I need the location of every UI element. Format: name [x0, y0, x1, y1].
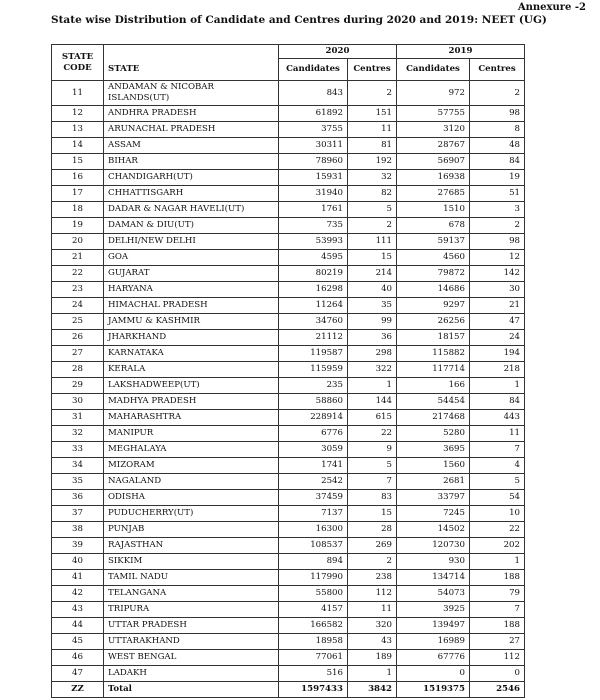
state-code-cell: 11 [52, 81, 104, 106]
candidates-2019-cell: 56907 [397, 154, 470, 170]
state-name-cell: KERALA [104, 362, 279, 378]
candidates-2019-cell: 3695 [397, 442, 470, 458]
state-code-cell: 16 [52, 170, 104, 186]
state-code-cell: 30 [52, 394, 104, 410]
state-name-cell: RAJASTHAN [104, 538, 279, 554]
centres-2020-cell: 5 [348, 458, 397, 474]
centres-2020-cell: 35 [348, 298, 397, 314]
candidates-2019-cell: 217468 [397, 410, 470, 426]
centres-2019-cell: 51 [470, 186, 525, 202]
candidates-2020-cell: 235 [279, 378, 348, 394]
centres-2019-cell: 5 [470, 474, 525, 490]
state-code-cell: 39 [52, 538, 104, 554]
centres-2020-cell: 214 [348, 266, 397, 282]
table-row [52, 650, 525, 666]
candidates-2019-cell: 1510 [397, 202, 470, 218]
centres-2019-cell: 12 [470, 250, 525, 266]
centres-2020-cell: 2 [348, 218, 397, 234]
state-code-cell: 15 [52, 154, 104, 170]
state-name-cell: NAGALAND [104, 474, 279, 490]
centres-2020-cell: 1 [348, 666, 397, 682]
centres-2020-cell: 22 [348, 426, 397, 442]
centres-2019-cell: 7 [470, 602, 525, 618]
centres-2019-cell: 30 [470, 282, 525, 298]
header-blank [104, 45, 279, 59]
centres-2020-cell: 112 [348, 586, 397, 602]
state-name-cell: JAMMU & KASHMIR [104, 314, 279, 330]
candidates-2019-cell: 54073 [397, 586, 470, 602]
candidates-2019-cell: 57755 [397, 106, 470, 122]
table-row [52, 506, 525, 522]
table-row [52, 106, 525, 122]
candidates-2020-cell: 1761 [279, 202, 348, 218]
centres-2020-cell: 615 [348, 410, 397, 426]
centres-2019-cell: 2 [470, 81, 525, 106]
candidates-2019-cell: 54454 [397, 394, 470, 410]
state-code-cell: 44 [52, 618, 104, 634]
table-row [52, 554, 525, 570]
state-code-cell: ZZ [52, 682, 104, 698]
state-code-cell: 14 [52, 138, 104, 154]
candidates-2019-cell: 16938 [397, 170, 470, 186]
state-code-cell: 26 [52, 330, 104, 346]
state-name-cell: UTTAR PRADESH [104, 618, 279, 634]
candidates-2020-cell: 58860 [279, 394, 348, 410]
candidates-2020-cell: 3755 [279, 122, 348, 138]
candidates-2019-cell: 79872 [397, 266, 470, 282]
table-row [52, 170, 525, 186]
header-centres-2019: Centres [470, 59, 525, 81]
candidates-2020-cell: 21112 [279, 330, 348, 346]
table-row [52, 458, 525, 474]
centres-2019-cell: 443 [470, 410, 525, 426]
centres-2020-cell: 83 [348, 490, 397, 506]
centres-2019-cell: 4 [470, 458, 525, 474]
centres-2020-cell: 15 [348, 250, 397, 266]
state-name-cell: DADAR & NAGAR HAVELI(UT) [104, 202, 279, 218]
candidates-2020-cell: 119587 [279, 346, 348, 362]
candidates-2019-cell: 18157 [397, 330, 470, 346]
state-code-cell: 46 [52, 650, 104, 666]
header-candidates-2020: Candidates [279, 59, 348, 81]
centres-2019-cell: 54 [470, 490, 525, 506]
centres-2020-cell: 5 [348, 202, 397, 218]
centres-2020-cell: 238 [348, 570, 397, 586]
centres-2020-cell: 111 [348, 234, 397, 250]
candidates-2020-cell: 108537 [279, 538, 348, 554]
centres-2020-cell: 82 [348, 186, 397, 202]
centres-2019-cell: 188 [470, 570, 525, 586]
table-row [52, 522, 525, 538]
centres-2019-cell: 47 [470, 314, 525, 330]
centres-2019-cell: 218 [470, 362, 525, 378]
candidates-2020-cell: 61892 [279, 106, 348, 122]
state-name-cell: Total [104, 682, 279, 698]
candidates-2020-cell: 34760 [279, 314, 348, 330]
candidates-2019-cell: 166 [397, 378, 470, 394]
state-code-cell: 13 [52, 122, 104, 138]
table-row [52, 234, 525, 250]
state-name-cell: SIKKIM [104, 554, 279, 570]
state-name-cell: ANDAMAN & NICOBAR ISLANDS(UT) [104, 81, 279, 106]
candidates-2019-cell: 678 [397, 218, 470, 234]
candidates-2020-cell: 4595 [279, 250, 348, 266]
distribution-table [51, 44, 525, 698]
candidates-2020-cell: 18958 [279, 634, 348, 650]
state-name-cell: MIZORAM [104, 458, 279, 474]
table-row [52, 410, 525, 426]
state-code-cell: 33 [52, 442, 104, 458]
centres-2020-cell: 320 [348, 618, 397, 634]
state-name-cell: GUJARAT [104, 266, 279, 282]
state-code-cell: 22 [52, 266, 104, 282]
candidates-2020-cell: 516 [279, 666, 348, 682]
centres-2020-cell: 28 [348, 522, 397, 538]
centres-2020-cell: 192 [348, 154, 397, 170]
state-name-cell: DELHI/NEW DELHI [104, 234, 279, 250]
state-code-cell: 21 [52, 250, 104, 266]
candidates-2019-cell: 3925 [397, 602, 470, 618]
state-name-cell: WEST BENGAL [104, 650, 279, 666]
state-name-cell: JHARKHAND [104, 330, 279, 346]
candidates-2020-cell: 166582 [279, 618, 348, 634]
candidates-2019-cell: 27685 [397, 186, 470, 202]
candidates-2019-cell: 7245 [397, 506, 470, 522]
centres-2020-cell: 269 [348, 538, 397, 554]
candidates-2020-cell: 31940 [279, 186, 348, 202]
centres-2019-cell: 21 [470, 298, 525, 314]
state-code-cell: 34 [52, 458, 104, 474]
candidates-2019-cell: 14686 [397, 282, 470, 298]
state-name-cell: UTTARAKHAND [104, 634, 279, 650]
candidates-2020-cell: 2542 [279, 474, 348, 490]
state-code-cell: 29 [52, 378, 104, 394]
candidates-2019-cell: 5280 [397, 426, 470, 442]
table-row [52, 634, 525, 650]
state-code-cell: 41 [52, 570, 104, 586]
candidates-2020-cell: 4157 [279, 602, 348, 618]
total-row [52, 682, 525, 698]
candidates-2019-cell: 1560 [397, 458, 470, 474]
candidates-2020-cell: 55800 [279, 586, 348, 602]
table-row [52, 474, 525, 490]
centres-2019-cell: 194 [470, 346, 525, 362]
table-row [52, 618, 525, 634]
centres-2020-cell: 189 [348, 650, 397, 666]
centres-2019-cell: 24 [470, 330, 525, 346]
state-code-cell: 25 [52, 314, 104, 330]
centres-2020-cell: 1 [348, 378, 397, 394]
centres-2019-cell: 202 [470, 538, 525, 554]
state-code-cell: 12 [52, 106, 104, 122]
state-name-cell: TELANGANA [104, 586, 279, 602]
state-code-cell: 17 [52, 186, 104, 202]
state-name-cell: MEGHALAYA [104, 442, 279, 458]
state-code-cell: 23 [52, 282, 104, 298]
candidates-2019-cell: 28767 [397, 138, 470, 154]
centres-2019-cell: 98 [470, 106, 525, 122]
candidates-2020-cell: 80219 [279, 266, 348, 282]
candidates-2020-cell: 3059 [279, 442, 348, 458]
centres-2019-cell: 1 [470, 378, 525, 394]
state-name-cell: DAMAN & DIU(UT) [104, 218, 279, 234]
state-code-cell: 24 [52, 298, 104, 314]
table-row [52, 202, 525, 218]
centres-2019-cell: 79 [470, 586, 525, 602]
table-row [52, 666, 525, 682]
candidates-2020-cell: 78960 [279, 154, 348, 170]
header-row-columns [52, 59, 525, 81]
candidates-2019-cell: 134714 [397, 570, 470, 586]
table-row [52, 602, 525, 618]
state-code-cell: 36 [52, 490, 104, 506]
state-name-cell: LAKSHADWEEP(UT) [104, 378, 279, 394]
candidates-2019-cell: 14502 [397, 522, 470, 538]
centres-2019-cell: 11 [470, 426, 525, 442]
centres-2020-cell: 15 [348, 506, 397, 522]
candidates-2020-cell: 894 [279, 554, 348, 570]
state-name-cell: HIMACHAL PRADESH [104, 298, 279, 314]
candidates-2020-cell: 77061 [279, 650, 348, 666]
candidates-2020-cell: 228914 [279, 410, 348, 426]
header-year-2019: 2019 [397, 45, 525, 59]
centres-2020-cell: 322 [348, 362, 397, 378]
centres-2020-cell: 32 [348, 170, 397, 186]
candidates-2020-cell: 11264 [279, 298, 348, 314]
state-name-cell: ODISHA [104, 490, 279, 506]
centres-2019-cell: 2 [470, 218, 525, 234]
centres-2019-cell: 84 [470, 394, 525, 410]
state-code-cell: 18 [52, 202, 104, 218]
centres-2019-cell: 142 [470, 266, 525, 282]
candidates-2019-cell: 120730 [397, 538, 470, 554]
centres-2020-cell: 36 [348, 330, 397, 346]
state-name-cell: TAMIL NADU [104, 570, 279, 586]
table-row [52, 426, 525, 442]
candidates-2019-cell: 115882 [397, 346, 470, 362]
state-name-cell: PUNJAB [104, 522, 279, 538]
centres-2019-cell: 8 [470, 122, 525, 138]
centres-2020-cell: 2 [348, 554, 397, 570]
centres-2019-cell: 3 [470, 202, 525, 218]
table-row [52, 218, 525, 234]
table-row [52, 538, 525, 554]
centres-2019-cell: 27 [470, 634, 525, 650]
table-row [52, 122, 525, 138]
candidates-2019-cell: 972 [397, 81, 470, 106]
candidates-2020-cell: 30311 [279, 138, 348, 154]
candidates-2019-cell: 9297 [397, 298, 470, 314]
candidates-2019-cell: 0 [397, 666, 470, 682]
table-row [52, 362, 525, 378]
candidates-2019-cell: 3120 [397, 122, 470, 138]
candidates-2020-cell: 37459 [279, 490, 348, 506]
state-name-cell: LADAKH [104, 666, 279, 682]
table-row [52, 250, 525, 266]
state-code-cell: 32 [52, 426, 104, 442]
centres-2019-cell: 48 [470, 138, 525, 154]
header-candidates-2019: Candidates [397, 59, 470, 81]
annexure-label: Annexure -2 [517, 2, 586, 13]
centres-2019-cell: 19 [470, 170, 525, 186]
candidates-2019-cell: 930 [397, 554, 470, 570]
table-row [52, 186, 525, 202]
header-state: STATE [104, 59, 279, 81]
state-code-cell: 38 [52, 522, 104, 538]
candidates-2020-cell: 7137 [279, 506, 348, 522]
centres-2020-cell: 11 [348, 602, 397, 618]
table-row [52, 570, 525, 586]
centres-2020-cell: 151 [348, 106, 397, 122]
candidates-2020-cell: 735 [279, 218, 348, 234]
centres-2019-cell: 2546 [470, 682, 525, 698]
centres-2020-cell: 9 [348, 442, 397, 458]
table-row [52, 266, 525, 282]
table-row [52, 442, 525, 458]
candidates-2019-cell: 139497 [397, 618, 470, 634]
table-row [52, 298, 525, 314]
state-code-cell: 35 [52, 474, 104, 490]
state-code-cell: 20 [52, 234, 104, 250]
table-row [52, 378, 525, 394]
candidates-2020-cell: 1741 [279, 458, 348, 474]
centres-2020-cell: 81 [348, 138, 397, 154]
candidates-2019-cell: 67776 [397, 650, 470, 666]
centres-2019-cell: 98 [470, 234, 525, 250]
candidates-2019-cell: 16989 [397, 634, 470, 650]
table-body [52, 81, 525, 698]
table-row [52, 282, 525, 298]
state-name-cell: PUDUCHERRY(UT) [104, 506, 279, 522]
centres-2020-cell: 144 [348, 394, 397, 410]
state-name-cell: BIHAR [104, 154, 279, 170]
candidates-2020-cell: 115959 [279, 362, 348, 378]
candidates-2020-cell: 16298 [279, 282, 348, 298]
page-title: State wise Distribution of Candidate and Centres during 2020 and 2019: NEET (UG) [51, 14, 547, 26]
centres-2019-cell: 1 [470, 554, 525, 570]
centres-2020-cell: 7 [348, 474, 397, 490]
table-row [52, 330, 525, 346]
table-row [52, 138, 525, 154]
state-code-cell: 19 [52, 218, 104, 234]
candidates-2019-cell: 4560 [397, 250, 470, 266]
state-code-cell: 42 [52, 586, 104, 602]
candidates-2020-cell: 15931 [279, 170, 348, 186]
state-code-cell: 27 [52, 346, 104, 362]
table-row [52, 314, 525, 330]
header-row-years [52, 45, 525, 59]
centres-2019-cell: 0 [470, 666, 525, 682]
state-name-cell: MANIPUR [104, 426, 279, 442]
state-name-cell: CHHATTISGARH [104, 186, 279, 202]
candidates-2019-cell: 59137 [397, 234, 470, 250]
header-state-code: STATE CODE [52, 45, 104, 81]
state-name-cell: CHANDIGARH(UT) [104, 170, 279, 186]
centres-2020-cell: 3842 [348, 682, 397, 698]
table-row [52, 154, 525, 170]
candidates-2020-cell: 53993 [279, 234, 348, 250]
centres-2019-cell: 7 [470, 442, 525, 458]
centres-2019-cell: 188 [470, 618, 525, 634]
centres-2019-cell: 10 [470, 506, 525, 522]
state-name-cell: MAHARASHTRA [104, 410, 279, 426]
centres-2020-cell: 43 [348, 634, 397, 650]
state-name-cell: HARYANA [104, 282, 279, 298]
centres-2020-cell: 11 [348, 122, 397, 138]
candidates-2019-cell: 26256 [397, 314, 470, 330]
centres-2020-cell: 2 [348, 81, 397, 106]
state-name-cell: GOA [104, 250, 279, 266]
table-row [52, 586, 525, 602]
state-name-cell: ARUNACHAL PRADESH [104, 122, 279, 138]
state-name-cell: ASSAM [104, 138, 279, 154]
candidates-2020-cell: 6776 [279, 426, 348, 442]
state-code-cell: 31 [52, 410, 104, 426]
state-code-cell: 43 [52, 602, 104, 618]
candidates-2019-cell: 2681 [397, 474, 470, 490]
table-row [52, 346, 525, 362]
state-code-cell: 37 [52, 506, 104, 522]
state-code-cell: 40 [52, 554, 104, 570]
centres-2020-cell: 298 [348, 346, 397, 362]
table-row [52, 490, 525, 506]
state-code-cell: 28 [52, 362, 104, 378]
state-name-cell: TRIPURA [104, 602, 279, 618]
centres-2019-cell: 22 [470, 522, 525, 538]
candidates-2020-cell: 843 [279, 81, 348, 106]
candidates-2020-cell: 16300 [279, 522, 348, 538]
table-row [52, 394, 525, 410]
state-code-cell: 45 [52, 634, 104, 650]
state-name-cell: ANDHRA PRADESH [104, 106, 279, 122]
centres-2019-cell: 112 [470, 650, 525, 666]
candidates-2019-cell: 33797 [397, 490, 470, 506]
state-name-cell: KARNATAKA [104, 346, 279, 362]
candidates-2020-cell: 117990 [279, 570, 348, 586]
state-name-cell: MADHYA PRADESH [104, 394, 279, 410]
centres-2020-cell: 40 [348, 282, 397, 298]
state-code-cell: 47 [52, 666, 104, 682]
table-row [52, 81, 525, 106]
header-centres-2020: Centres [348, 59, 397, 81]
candidates-2020-cell: 1597433 [279, 682, 348, 698]
candidates-2019-cell: 1519375 [397, 682, 470, 698]
centres-2020-cell: 99 [348, 314, 397, 330]
header-year-2020: 2020 [279, 45, 397, 59]
centres-2019-cell: 84 [470, 154, 525, 170]
candidates-2019-cell: 117714 [397, 362, 470, 378]
